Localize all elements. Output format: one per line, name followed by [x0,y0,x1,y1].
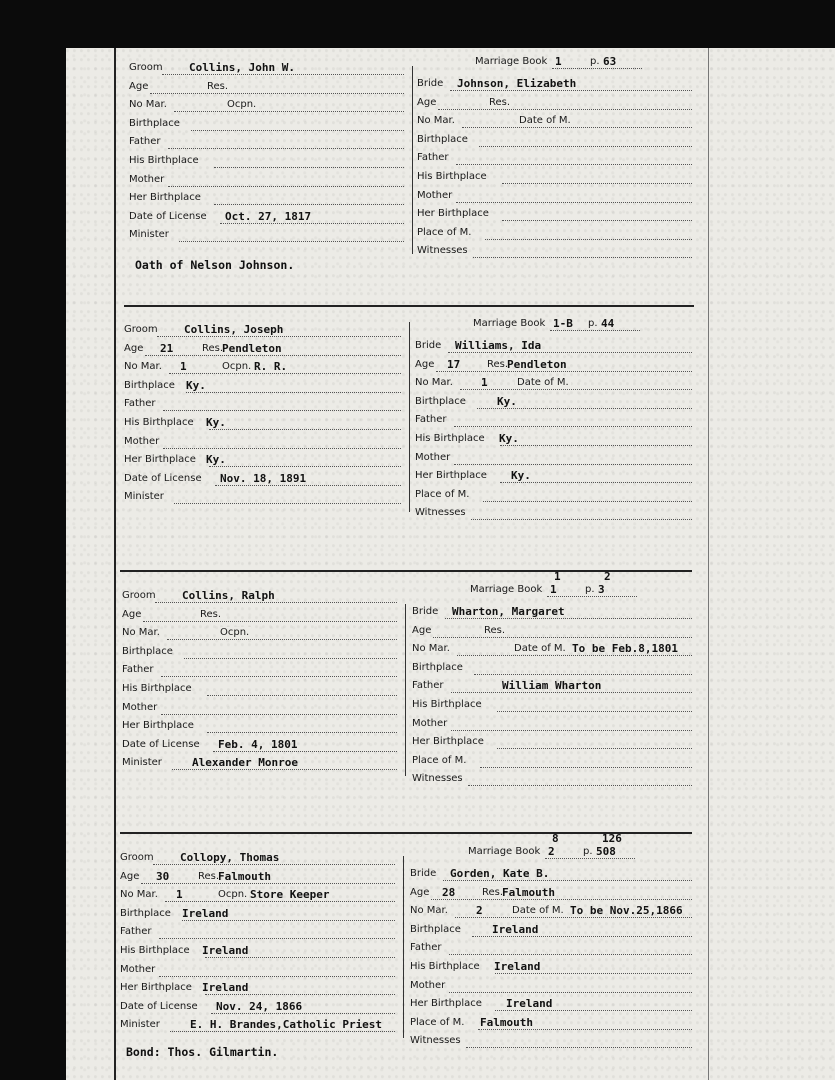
minister-line [174,503,401,504]
groom-name-label: Groom [129,62,163,73]
groom-no-mar-ocpn-label: Ocpn. [218,889,248,901]
bride-his-birthplace-value: Ireland [494,960,541,973]
groom-mother-line [159,976,395,977]
bride-age-line [438,109,692,110]
minister-line [179,241,404,242]
marriage-book-line [550,330,640,331]
place-of-m-line [485,239,692,240]
date-of-license-label: Date of License [129,210,207,222]
marriage-book-line [545,858,635,859]
date-of-license-line [215,485,401,486]
groom-her-birthplace-label: Her Birthplace [129,192,201,204]
bride-mother-label: Mother [417,189,453,201]
groom-age-res-label: Res. [207,80,229,92]
bride-age-value: 28 [442,885,456,899]
bride-her-birthplace-label: Her Birthplace [417,208,489,220]
bride-no-mar-label: No Mar. [415,377,453,389]
groom-mother-line [163,448,401,449]
bride-birthplace-label: Birthplace [417,133,468,145]
groom-his-birthplace-label: His Birthplace [122,683,192,694]
groom-mother-line [161,714,397,715]
groom-his-birthplace-label: His Birthplace [129,155,199,166]
bride-no-mar-label: No Mar. [417,115,455,127]
bride-father-value: William Wharton [502,679,602,693]
bride-father-label: Father [417,152,449,164]
groom-age-label: Age [122,608,142,620]
minister-label: Minister [124,491,164,503]
groom-no-mar-label: No Mar. [129,99,167,111]
groom-father-line [159,938,395,939]
date-of-license-line [211,1013,395,1014]
groom-father-label: Father [122,664,154,676]
groom-age-label: Age [120,870,140,882]
groom-birthplace-line [184,658,397,659]
groom-name-line [162,74,404,75]
bride-no-mar-line [457,655,692,656]
marriage-book-line [552,68,642,69]
bride-age-line [433,637,692,638]
groom-his-birthplace-value: Ky. [206,416,226,429]
groom-mother-label: Mother [120,963,156,975]
bride-his-birthplace-label: His Birthplace [410,961,480,972]
groom-his-birthplace-label: His Birthplace [120,945,190,956]
groom-name-line [155,602,397,603]
groom-father-label: Father [120,926,152,938]
bride-her-birthplace-value: Ireland [506,997,553,1011]
bride-name-line [445,618,692,619]
bride-no-mar-line [460,389,692,390]
date-of-license-value: Feb. 4, 1801 [218,737,298,751]
bride-name-value: Gorden, Kate B. [450,867,550,880]
bride-age-line [431,899,692,900]
marriage-book-page: 44 [601,317,615,330]
bride-no-mar-value: 1 [481,376,488,390]
bride-name-value: Williams, Ida [455,339,542,352]
bride-mother-label: Mother [412,717,448,729]
groom-his-birthplace-line [209,429,401,430]
minister-label: Minister [129,229,169,241]
bride-age-value: 17 [447,357,461,371]
bride-no-mar-line [462,127,692,128]
bride-mother-label: Mother [415,451,451,463]
groom-no-mar-ocpn-value: R. R. [254,360,288,374]
marriage-book-page: 63 [603,55,617,68]
marriage-book-label: Marriage Book [468,846,541,857]
bride-no-mar-date-of-m-value: To be Nov.25,1866 [570,904,683,918]
bride-age-label: Age [417,96,437,108]
groom-her-birthplace-line [207,732,397,733]
groom-no-mar-line [169,373,401,374]
marriage-book-number: 1 [550,583,557,596]
marriage-book-line [547,596,637,597]
bride-name-label: Bride [417,78,444,89]
date-of-license-value: Oct. 27, 1817 [225,209,312,223]
bride-name-line [448,352,692,353]
groom-no-mar-label: No Mar. [120,889,158,901]
place-of-m-label: Place of M. [415,488,470,500]
groom-her-birthplace-line [214,204,404,205]
bride-his-birthplace-label: His Birthplace [412,699,482,710]
groom-her-birthplace-label: Her Birthplace [122,720,194,732]
groom-age-line [150,93,404,94]
bride-father-line [454,426,692,427]
groom-father-line [168,148,404,149]
groom-birthplace-label: Birthplace [129,117,180,129]
bride-age-label: Age [410,886,430,898]
marriage-book-number: 2 [548,845,555,858]
bride-age-line [436,371,692,372]
record-note: Bond: Thos. Gilmartin. [126,1045,279,1059]
groom-age-res-label: Res. [198,870,220,882]
witnesses-line [471,519,692,520]
groom-age-res-label: Res. [200,608,222,620]
bride-birthplace-line [472,936,692,937]
bride-father-label: Father [410,942,442,954]
groom-age-line [141,883,395,884]
marriage-book-label: Marriage Book [470,584,543,595]
groom-name-line [153,864,395,865]
bride-no-mar-value: 2 [476,904,483,918]
groom-name-label: Groom [122,590,156,601]
bride-age-label: Age [412,624,432,636]
groom-no-mar-line [167,639,397,640]
bride-her-birthplace-label: Her Birthplace [410,998,482,1010]
groom-her-birthplace-value: Ky. [206,453,226,467]
groom-mother-line [168,186,404,187]
bride-name-label: Bride [415,340,442,351]
groom-her-birthplace-line [209,466,401,467]
groom-name-label: Groom [124,324,158,335]
marriage-book-page: 3 [598,583,605,596]
groom-his-birthplace-line [214,167,404,168]
groom-her-birthplace-line [205,994,395,995]
witnesses-line [473,257,692,258]
groom-father-label: Father [124,398,156,410]
bride-no-mar-line [455,917,692,918]
bride-mother-line [454,464,692,465]
minister-value: E. H. Brandes,Catholic Priest [190,1018,383,1032]
place-of-m-line [480,767,692,768]
bride-his-birthplace-line [502,183,692,184]
bride-her-birthplace-label: Her Birthplace [415,470,487,482]
bride-birthplace-line [479,146,692,147]
groom-no-mar-ocpn-label: Ocpn. [220,627,250,639]
groom-no-mar-ocpn-label: Ocpn. [222,361,252,373]
groom-his-birthplace-line [205,957,395,958]
groom-age-res-value: Falmouth [218,869,271,883]
groom-her-birthplace-value: Ireland [202,981,249,995]
groom-no-mar-value: 1 [180,360,187,374]
groom-name-value: Collins, Joseph [184,323,284,336]
bride-birthplace-label: Birthplace [412,661,463,673]
column-divider [409,322,410,512]
place-of-m-value: Falmouth [480,1015,533,1029]
date-of-license-value: Nov. 18, 1891 [220,471,307,485]
minister-value: Alexander Monroe [192,756,298,770]
place-of-m-line [478,1029,692,1030]
minister-line [170,1031,395,1032]
bride-name-label: Bride [412,606,439,617]
marriage-book-label: Marriage Book [473,318,546,329]
marriage-book-number: 1 [555,55,562,68]
bride-his-birthplace-line [497,711,692,712]
bride-father-label: Father [415,414,447,426]
marriage-book-label: Marriage Book [475,56,548,67]
bride-age-res-label: Res. [487,358,509,370]
groom-age-label: Age [129,80,149,92]
groom-father-line [161,676,397,677]
groom-no-mar-value: 1 [176,888,183,902]
marriage-book-note-page: 126 [602,832,622,845]
date-of-license-label: Date of License [122,738,200,750]
bride-name-line [450,90,692,91]
groom-age-res-label: Res. [202,342,224,354]
marriage-book-page-label: p. [588,318,598,329]
bride-no-mar-date-of-m-value: To be Feb.8,1801 [572,642,678,656]
bride-father-line [456,164,692,165]
groom-birthplace-label: Birthplace [122,645,173,657]
date-of-license-label: Date of License [120,1000,198,1012]
bride-no-mar-date-of-m-label: Date of M. [514,643,566,655]
groom-his-birthplace-value: Ireland [202,944,249,957]
groom-birthplace-value: Ireland [182,906,229,920]
groom-no-mar-line [165,901,395,902]
bride-name-line [443,880,692,881]
groom-name-label: Groom [120,852,154,863]
place-of-m-label: Place of M. [412,754,467,766]
witnesses-label: Witnesses [417,245,468,257]
witnesses-line [466,1047,692,1048]
bride-name-value: Johnson, Elizabeth [457,77,577,90]
groom-no-mar-label: No Mar. [124,361,162,373]
bride-father-line [449,954,692,955]
groom-mother-label: Mother [129,173,165,185]
bride-his-birthplace-label: His Birthplace [415,433,485,444]
bride-name-label: Bride [410,868,437,879]
groom-age-value: 30 [156,869,170,883]
groom-no-mar-label: No Mar. [122,627,160,639]
minister-line [172,769,397,770]
witnesses-line [468,785,692,786]
bride-her-birthplace-line [500,482,692,483]
marriage-book-page-label: p. [585,584,595,595]
marriage-book-number: 1-B [553,317,573,330]
bride-her-birthplace-line [502,220,692,221]
marriage-book-page-label: p. [590,56,600,67]
date-of-license-label: Date of License [124,472,202,484]
groom-father-line [163,410,401,411]
date-of-license-value: Nov. 24, 1866 [216,999,303,1013]
groom-birthplace-line [182,920,395,921]
groom-age-res-value: Pendleton [222,341,282,355]
bride-birthplace-line [477,408,692,409]
place-of-m-label: Place of M. [417,226,472,238]
groom-name-value: Collins, John W. [189,61,295,74]
bride-mother-line [449,992,692,993]
column-divider [412,66,413,254]
groom-birthplace-line [191,130,404,131]
bride-no-mar-date-of-m-label: Date of M. [512,905,564,917]
witnesses-label: Witnesses [415,507,466,519]
bride-her-birthplace-line [495,1010,692,1011]
column-divider [405,604,406,776]
bride-age-label: Age [415,358,435,370]
bride-age-res-label: Res. [482,886,504,898]
record-note: Oath of Nelson Johnson. [135,258,295,272]
groom-birthplace-line [186,392,401,393]
marriage-book-note-page: 2 [604,570,611,583]
groom-name-value: Collins, Ralph [182,589,275,602]
card-right-border [708,48,709,1080]
bride-name-value: Wharton, Margaret [452,605,565,618]
bride-no-mar-label: No Mar. [412,643,450,655]
groom-father-label: Father [129,136,161,148]
groom-her-birthplace-label: Her Birthplace [124,454,196,466]
groom-birthplace-label: Birthplace [124,379,175,391]
groom-age-line [143,621,397,622]
groom-age-label: Age [124,342,144,354]
bride-mother-label: Mother [410,979,446,991]
bride-his-birthplace-line [500,445,692,446]
bride-her-birthplace-label: Her Birthplace [412,736,484,748]
groom-birthplace-label: Birthplace [120,907,171,919]
groom-birthplace-value: Ky. [186,378,206,392]
bride-age-res-label: Res. [484,624,506,636]
date-of-license-line [220,223,404,224]
bride-birthplace-value: Ireland [492,922,539,936]
groom-mother-label: Mother [122,701,158,713]
groom-his-birthplace-line [207,695,397,696]
bride-no-mar-label: No Mar. [410,905,448,917]
marriage-book-page: 508 [596,845,616,858]
groom-her-birthplace-label: Her Birthplace [120,982,192,994]
groom-his-birthplace-label: His Birthplace [124,417,194,428]
groom-no-mar-ocpn-label: Ocpn. [227,99,257,111]
bride-age-res-label: Res. [489,96,511,108]
card-left-border [114,48,116,1080]
groom-no-mar-ocpn-value: Store Keeper [250,888,330,902]
minister-label: Minister [122,757,162,769]
bride-age-res-value: Pendleton [507,357,567,371]
bride-her-birthplace-line [497,748,692,749]
marriage-book-page-label: p. [583,846,593,857]
marriage-book-note-number: 8 [552,832,559,845]
place-of-m-label: Place of M. [410,1016,465,1028]
section-divider-1 [124,305,694,307]
witnesses-label: Witnesses [412,773,463,785]
groom-age-value: 21 [160,341,174,355]
bride-his-birthplace-line [495,973,692,974]
bride-father-label: Father [412,680,444,692]
bride-age-res-value: Falmouth [502,885,555,899]
column-divider [403,856,404,1038]
bride-no-mar-date-of-m-label: Date of M. [517,377,569,389]
bride-his-birthplace-value: Ky. [499,432,519,445]
minister-label: Minister [120,1019,160,1031]
bride-birthplace-label: Birthplace [415,395,466,407]
groom-name-line [157,336,401,337]
bride-mother-line [451,730,692,731]
bride-birthplace-line [474,674,692,675]
date-of-license-line [213,751,397,752]
bride-birthplace-label: Birthplace [410,923,461,935]
place-of-m-line [483,501,692,502]
witnesses-label: Witnesses [410,1035,461,1047]
bride-her-birthplace-value: Ky. [511,469,531,483]
bride-no-mar-date-of-m-label: Date of M. [519,115,571,127]
groom-age-line [145,355,401,356]
bride-his-birthplace-label: His Birthplace [417,171,487,182]
bride-father-line [451,692,692,693]
groom-mother-label: Mother [124,435,160,447]
groom-name-value: Collopy, Thomas [180,851,280,864]
marriage-book-note-number: 1 [554,570,561,583]
groom-no-mar-line [174,111,404,112]
bride-mother-line [456,202,692,203]
bride-birthplace-value: Ky. [497,394,517,408]
